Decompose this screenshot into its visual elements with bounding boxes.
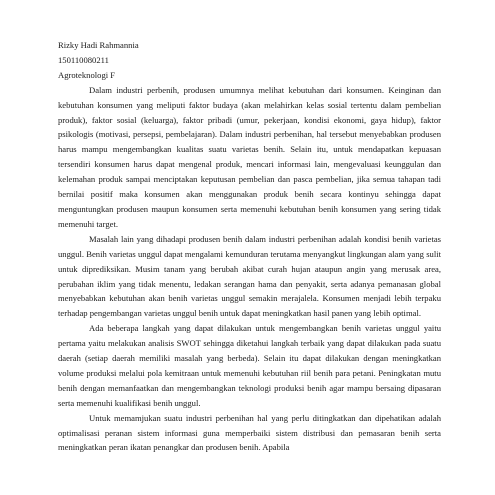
paragraph-2: Masalah lain yang dihadapi produsen benih dalam industri perbenihan adalah kondisi benih varietas unggul. Benih varietas unggul dapat mengalami kemunduran terutama menyangkut lingkungan alam yang sulit untuk diprediksikan. Musim tanam yang berubah akibat curah hujan ataupun angin yang merusak area, perubahan iklim yang tidak menentu, ledakan serangan hama dan penyakit, serta adanya pemanasan global menyebabkan kebutuhan akan benih varietas unggul semakin merajalela. Konsumen menjadi lebih terpaku terhadap pengembangan varietas unggul benih untuk dapat meningkatkan hasil panen yang lebih optimal.	[58, 233, 441, 319]
student-id: 150110080211	[58, 54, 109, 65]
author-name: Rizky Hadi Rahmannia	[58, 40, 139, 50]
document-page	[58, 38, 441, 455]
paragraph-3: Ada beberapa langkah yang dapat dilakukan untuk mengembangkan benih varietas unggul yaitu pertama yaitu melakukan analisis SWOT sehingga diketahui langkah terbaik yang dapat dilakukan pada suatu daerah (setiap daerah memiliki masalah yang berbeda). Selain itu dapat dilakukan dengan meningkatkan volume produksi melalui pola kemitraan untuk memenuhi kebutuhan riil benih para petani. Peningkatan mutu benih dengan memanfaatkan dan mengembangkan teknologi produksi benih agar mampu bersaing dipasaran serta memenuhi kualifikasi benih unggul.	[58, 323, 441, 408]
paragraph-4: Untuk memamjukan suatu industri perbenihan hal yang perlu ditingkatkan dan dipehatikan adalah optimalisasi peranan sistem informasi guna memperbaiki sistem distribusi dan pemasaran benih serta meningkatkan peran ikatan penangkar dan produsen benih. Apabila	[58, 412, 441, 453]
paragraph-1: Dalam industri perbenih, produsen umumnya melihat kebutuhan dari konsumen. Keinginan dan kebutuhan konsumen yang meliputi faktor budaya (akan melahirkan kelas sosial tertentu dalam pembelian produk), faktor sosial (keluarga), faktor pribadi (umur, pekerjaan, kondisi ekonomi, gaya hidup), faktor psikologis (motivasi, persepsi, pembelajaran). Dalam industri perbenihan, hal tersebut menyebabkan produsen harus mampu mengembangkan kualitas suatu varietas benih. Selain itu, untuk mendapatkan kepuasan tersendiri konsumen harus dapat mengenal produk, mencari informasi lain, mengevaluasi keunggulan dan kelemahan produk sampai menciptakan keputusan pembelian dan pasca pembelian, jika semua tahapan tadi bernilai positif maka konsumen akan menggunakan produk benih secara kontinyu sehingga dapat menguntungkan produsen maupun konsumen serta memenuhi kebutuhan benih konsumen yang sering tidak memenuhi target.	[58, 84, 441, 229]
study-program: Agroteknologi F	[58, 69, 116, 80]
